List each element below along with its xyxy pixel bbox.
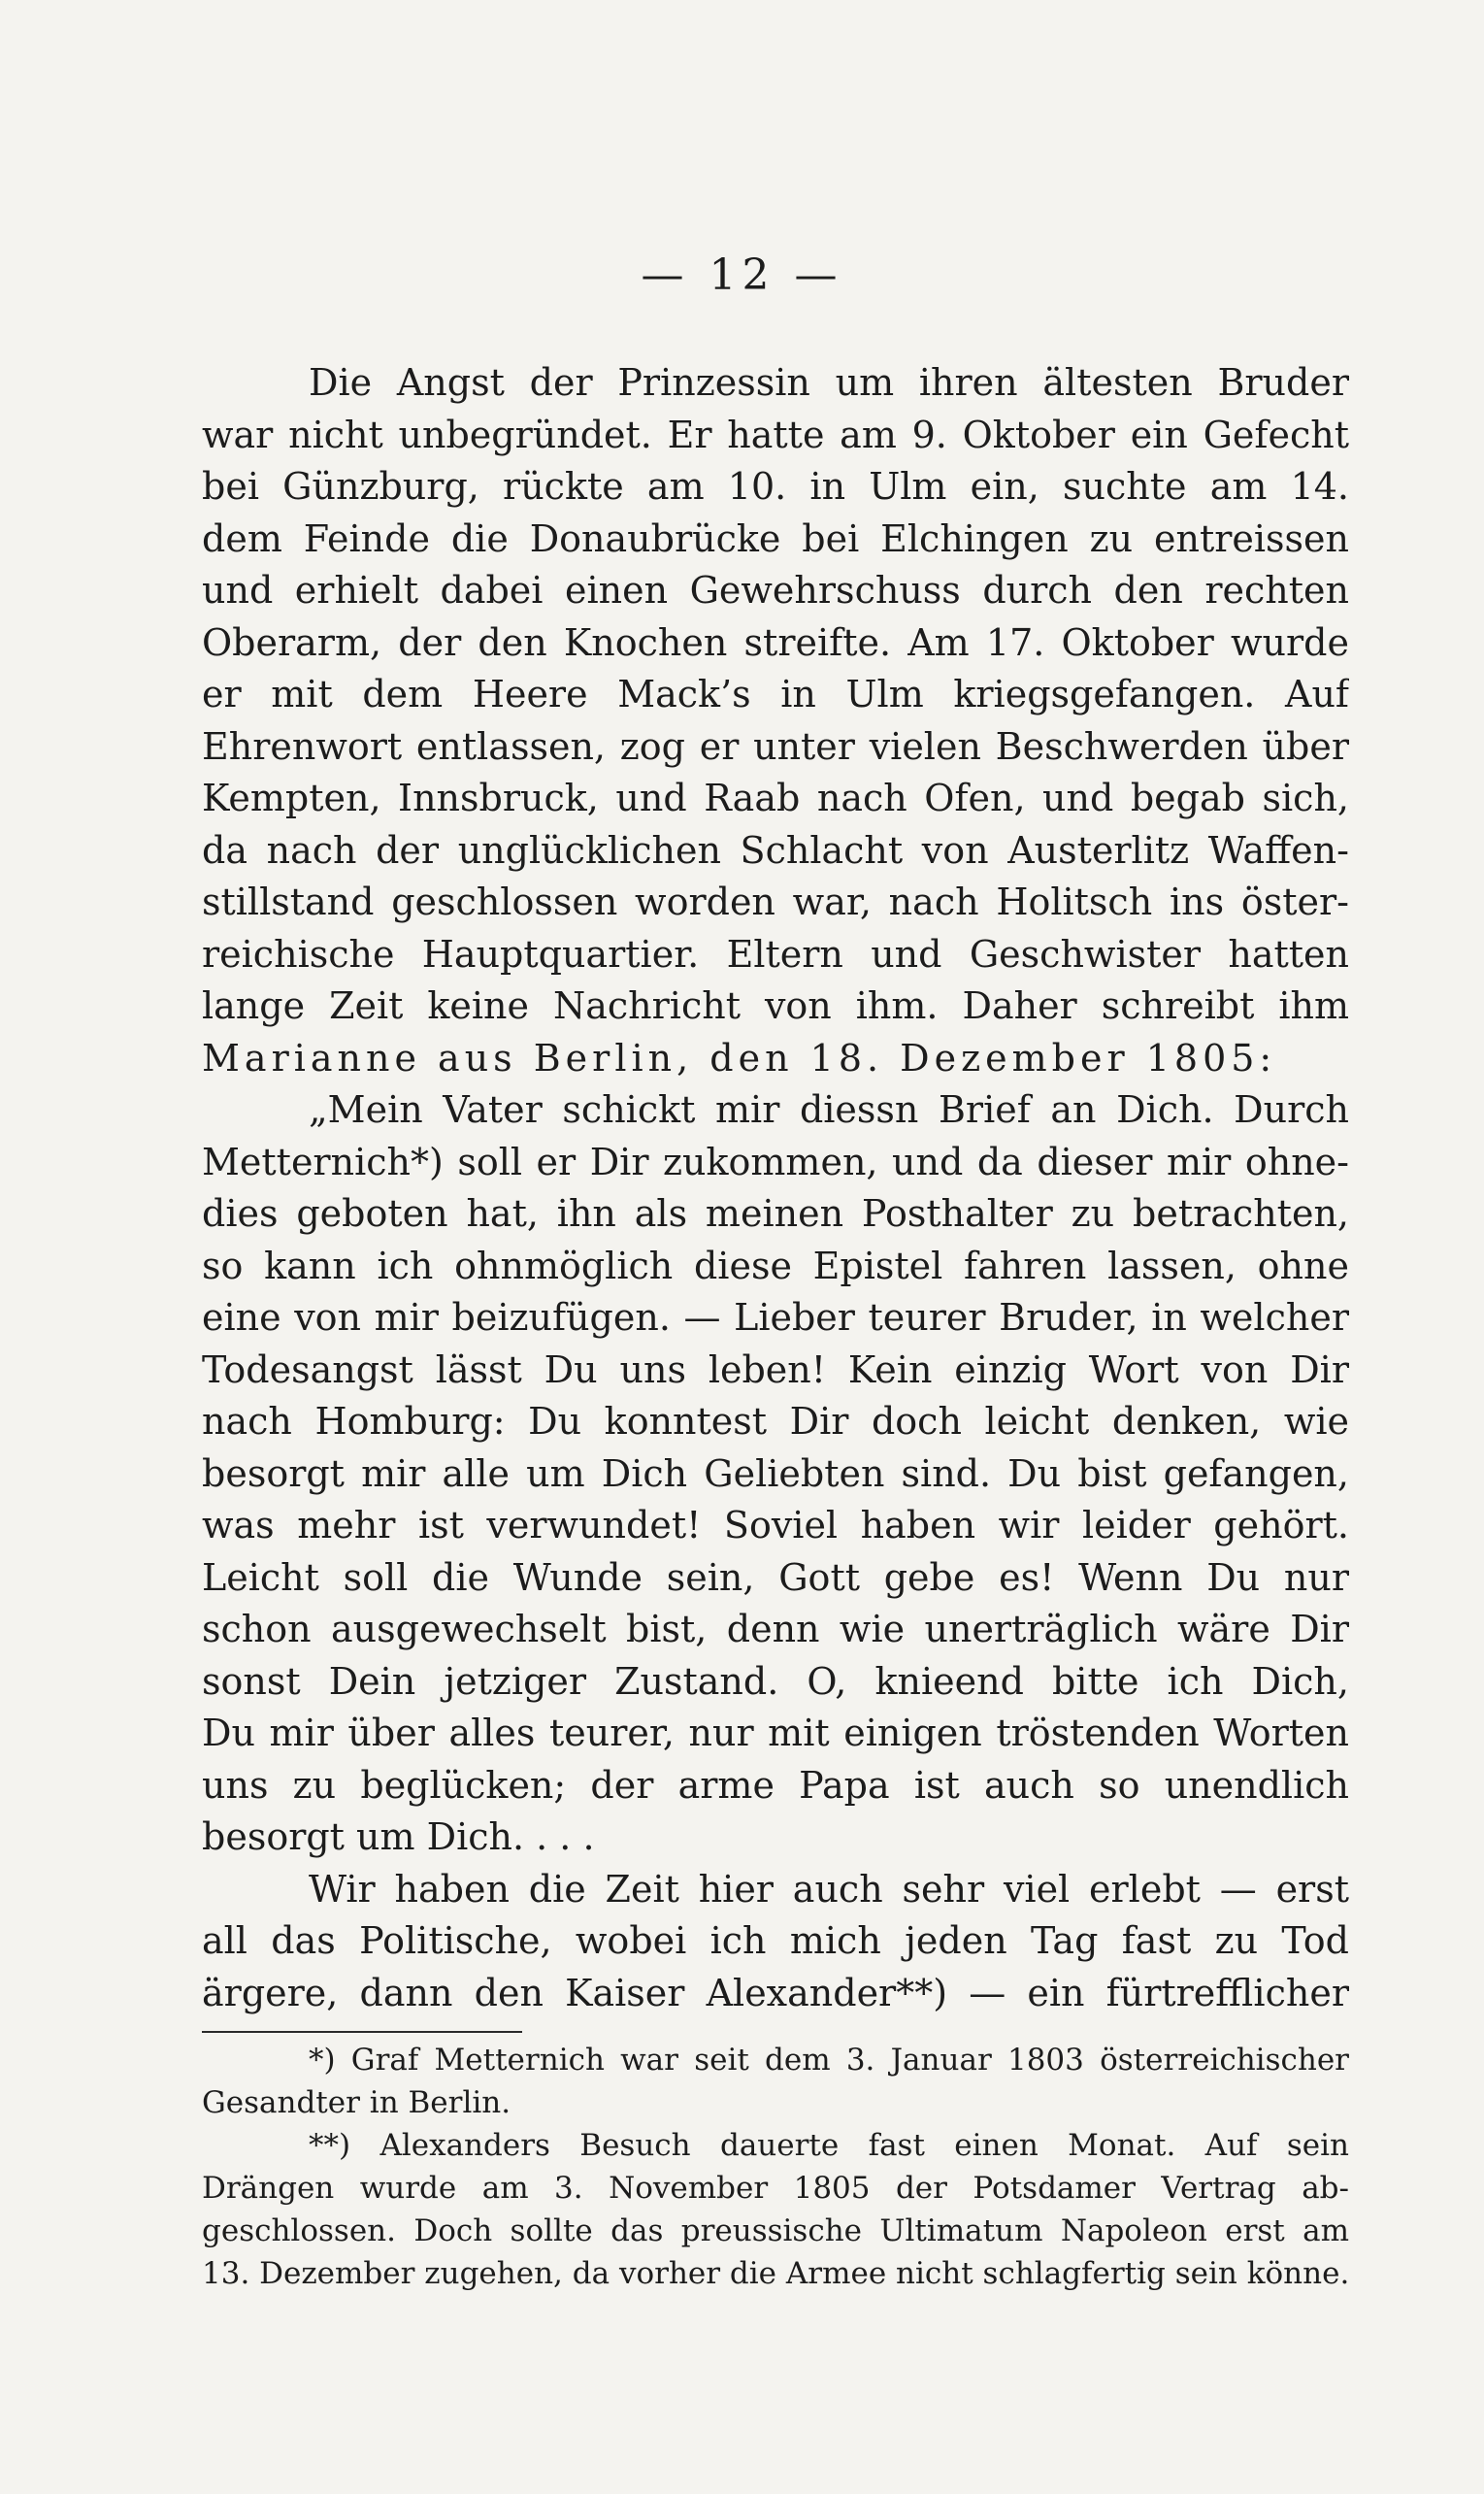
text-line: bei Günzburg, rückte am 10. in Ulm ein, suchte am 14.	[202, 465, 1349, 508]
text-line: Wir haben die Zeit hier auch sehr viel erlebt — erst	[309, 1867, 1349, 1911]
text-line: war nicht unbegründet. Er hatte am 9. Oktober ein Gefecht	[202, 413, 1349, 456]
text-line: so kann ich ohnmöglich diese Epistel fahren lassen, ohne	[202, 1244, 1349, 1287]
text-line: Todesangst lässt Du uns leben! Kein einzig Wort von Dir	[202, 1347, 1349, 1391]
text-line: Die Angst der Prinzessin um ihren ältesten Bruder	[309, 361, 1349, 404]
text-line: und erhielt dabei einen Gewehrschuss durch den rechten	[202, 569, 1349, 612]
text-line: uns zu beglücken; der arme Papa ist auch so unendlich	[202, 1763, 1349, 1807]
text-line: lange Zeit keine Nachricht von ihm. Daher schreibt ihm	[202, 984, 1349, 1027]
text-line: Kempten, Innsbruck, und Raab nach Ofen, und begab sich,	[202, 777, 1349, 819]
footnotes	[202, 2039, 1349, 2295]
text-line: nach Homburg: Du konntest Dir doch leicht denken, wie	[202, 1400, 1349, 1443]
text-line: ärgere, dann den Kaiser Alexander**) — ein fürtrefflicher	[202, 1971, 1349, 2014]
text-line: Marianne aus Berlin, den 18. Dezember 1805:	[202, 1036, 1277, 1080]
footnote-line: **) Alexanders Besuch dauerte fast einen Monat. Auf sein	[309, 2128, 1349, 2163]
text-line: Leicht soll die Wunde sein, Gott gebe es! Wenn Du nur	[202, 1555, 1349, 1599]
text-line: „Mein Vater schickt mir diessn Brief an Dich. Durch	[309, 1088, 1349, 1131]
footnote-line: Drängen wurde am 3. November 1805 der Potsdamer Vertrag ab-	[202, 2171, 1349, 2206]
text-line: eine von mir beizufügen. — Lieber teurer Bruder, in welcher	[202, 1296, 1349, 1339]
footnote-divider	[202, 2031, 522, 2033]
text-line: er mit dem Heere Mack’s in Ulm kriegsgefangen. Auf	[202, 673, 1349, 715]
text-line: da nach der unglücklichen Schlacht von Austerlitz Waffen-	[202, 828, 1349, 872]
text-line: was mehr ist verwundet! Soviel haben wir leider gehört.	[202, 1504, 1349, 1546]
footnote-line: Gesandter in Berlin.	[202, 2085, 511, 2120]
text-line: all das Politische, wobei ich mich jeden Tag fast zu Tod	[202, 1919, 1349, 1962]
text-line: reichische Hauptquartier. Eltern und Geschwister hatten	[202, 932, 1349, 976]
text-line: Ehrenwort entlassen, zog er unter vielen Beschwerden über	[202, 724, 1349, 768]
text-line: besorgt mir alle um Dich Geliebten sind. Du bist gefangen,	[202, 1451, 1349, 1495]
text-line: Oberarm, der den Knochen streifte. Am 17. Oktober wurde	[202, 620, 1349, 664]
body-text	[202, 357, 1349, 2019]
text-line: Metternich*) soll er Dir zukommen, und da dieser mir ohne-	[202, 1140, 1349, 1183]
text-line: dem Feinde die Donaubrücke bei Elchingen zu entreissen	[202, 516, 1349, 560]
footnote-line: *) Graf Metternich war seit dem 3. Januar 1803 österreichischer	[309, 2043, 1349, 2078]
text-line: dies geboten hat, ihn als meinen Posthalter zu betrachten,	[202, 1192, 1349, 1235]
text-line: Du mir über alles teurer, nur mit einigen tröstenden Worten	[202, 1712, 1349, 1754]
text-line: sonst Dein jetziger Zustand. O, knieend bitte ich Dich,	[202, 1659, 1349, 1703]
text-line: stillstand geschlossen worden war, nach Holitsch ins öster-	[202, 881, 1349, 923]
footnote-line: 13. Dezember zugehen, da vorher die Armee nicht schlagfertig sein könne.	[202, 2256, 1349, 2291]
text-line: besorgt um Dich. . . .	[202, 1815, 595, 1858]
text-line: schon ausgewechselt bist, denn wie unerträglich wäre Dir	[202, 1608, 1349, 1650]
page-number: — 12 —	[641, 250, 843, 300]
footnote-line: geschlossen. Doch sollte das preussische Ultimatum Napoleon erst am	[202, 2213, 1349, 2248]
